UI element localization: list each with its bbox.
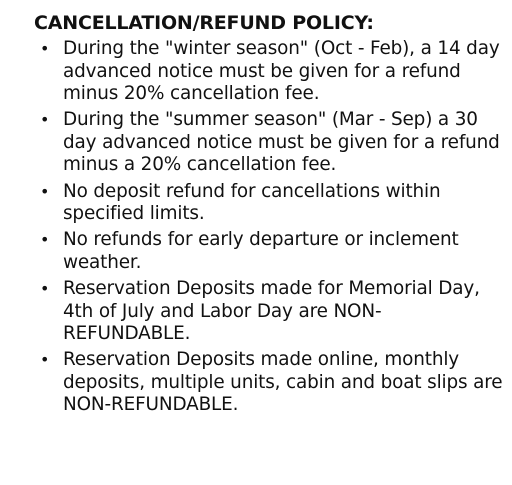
- list-item: [36, 278, 506, 346]
- bullet-icon: •: [40, 350, 50, 370]
- bullet-icon: •: [40, 110, 50, 130]
- bullet-icon: •: [40, 181, 50, 201]
- bullet-icon: •: [40, 278, 50, 298]
- list-item: [36, 38, 506, 106]
- list-item-text: Reservation Deposits made online, monthly deposits, multiple units, cabin and boat slips are NON-REFUNDABLE.: [63, 349, 503, 416]
- bullet-icon: •: [40, 230, 50, 250]
- list-item-text: No deposit refund for cancellations within specified limits.: [63, 180, 441, 225]
- bullet-icon: •: [40, 39, 50, 58]
- list-item: [36, 349, 506, 417]
- list-item: [36, 229, 506, 274]
- policy-list: [36, 38, 506, 417]
- policy-title: CANCELLATION/REFUND POLICY:: [34, 12, 374, 34]
- list-item-text: Reservation Deposits made for Memorial Day, 4th of July and Labor Day are NON-REFUNDABLE.: [63, 277, 480, 345]
- list-item: [36, 109, 506, 177]
- list-item-text: During the "winter season" (Oct - Feb), a 14 day advanced notice must be given for a refund minus 20% cancellation fee.: [63, 38, 500, 105]
- list-item: [36, 181, 506, 226]
- list-item-text: During the "summer season" (Mar - Sep) a 30 day advanced notice must be given for a refund minus a 20% cancellation fee.: [63, 109, 500, 176]
- policy-section: [36, 10, 506, 421]
- list-item-text: No refunds for early departure or inclement weather.: [63, 229, 459, 273]
